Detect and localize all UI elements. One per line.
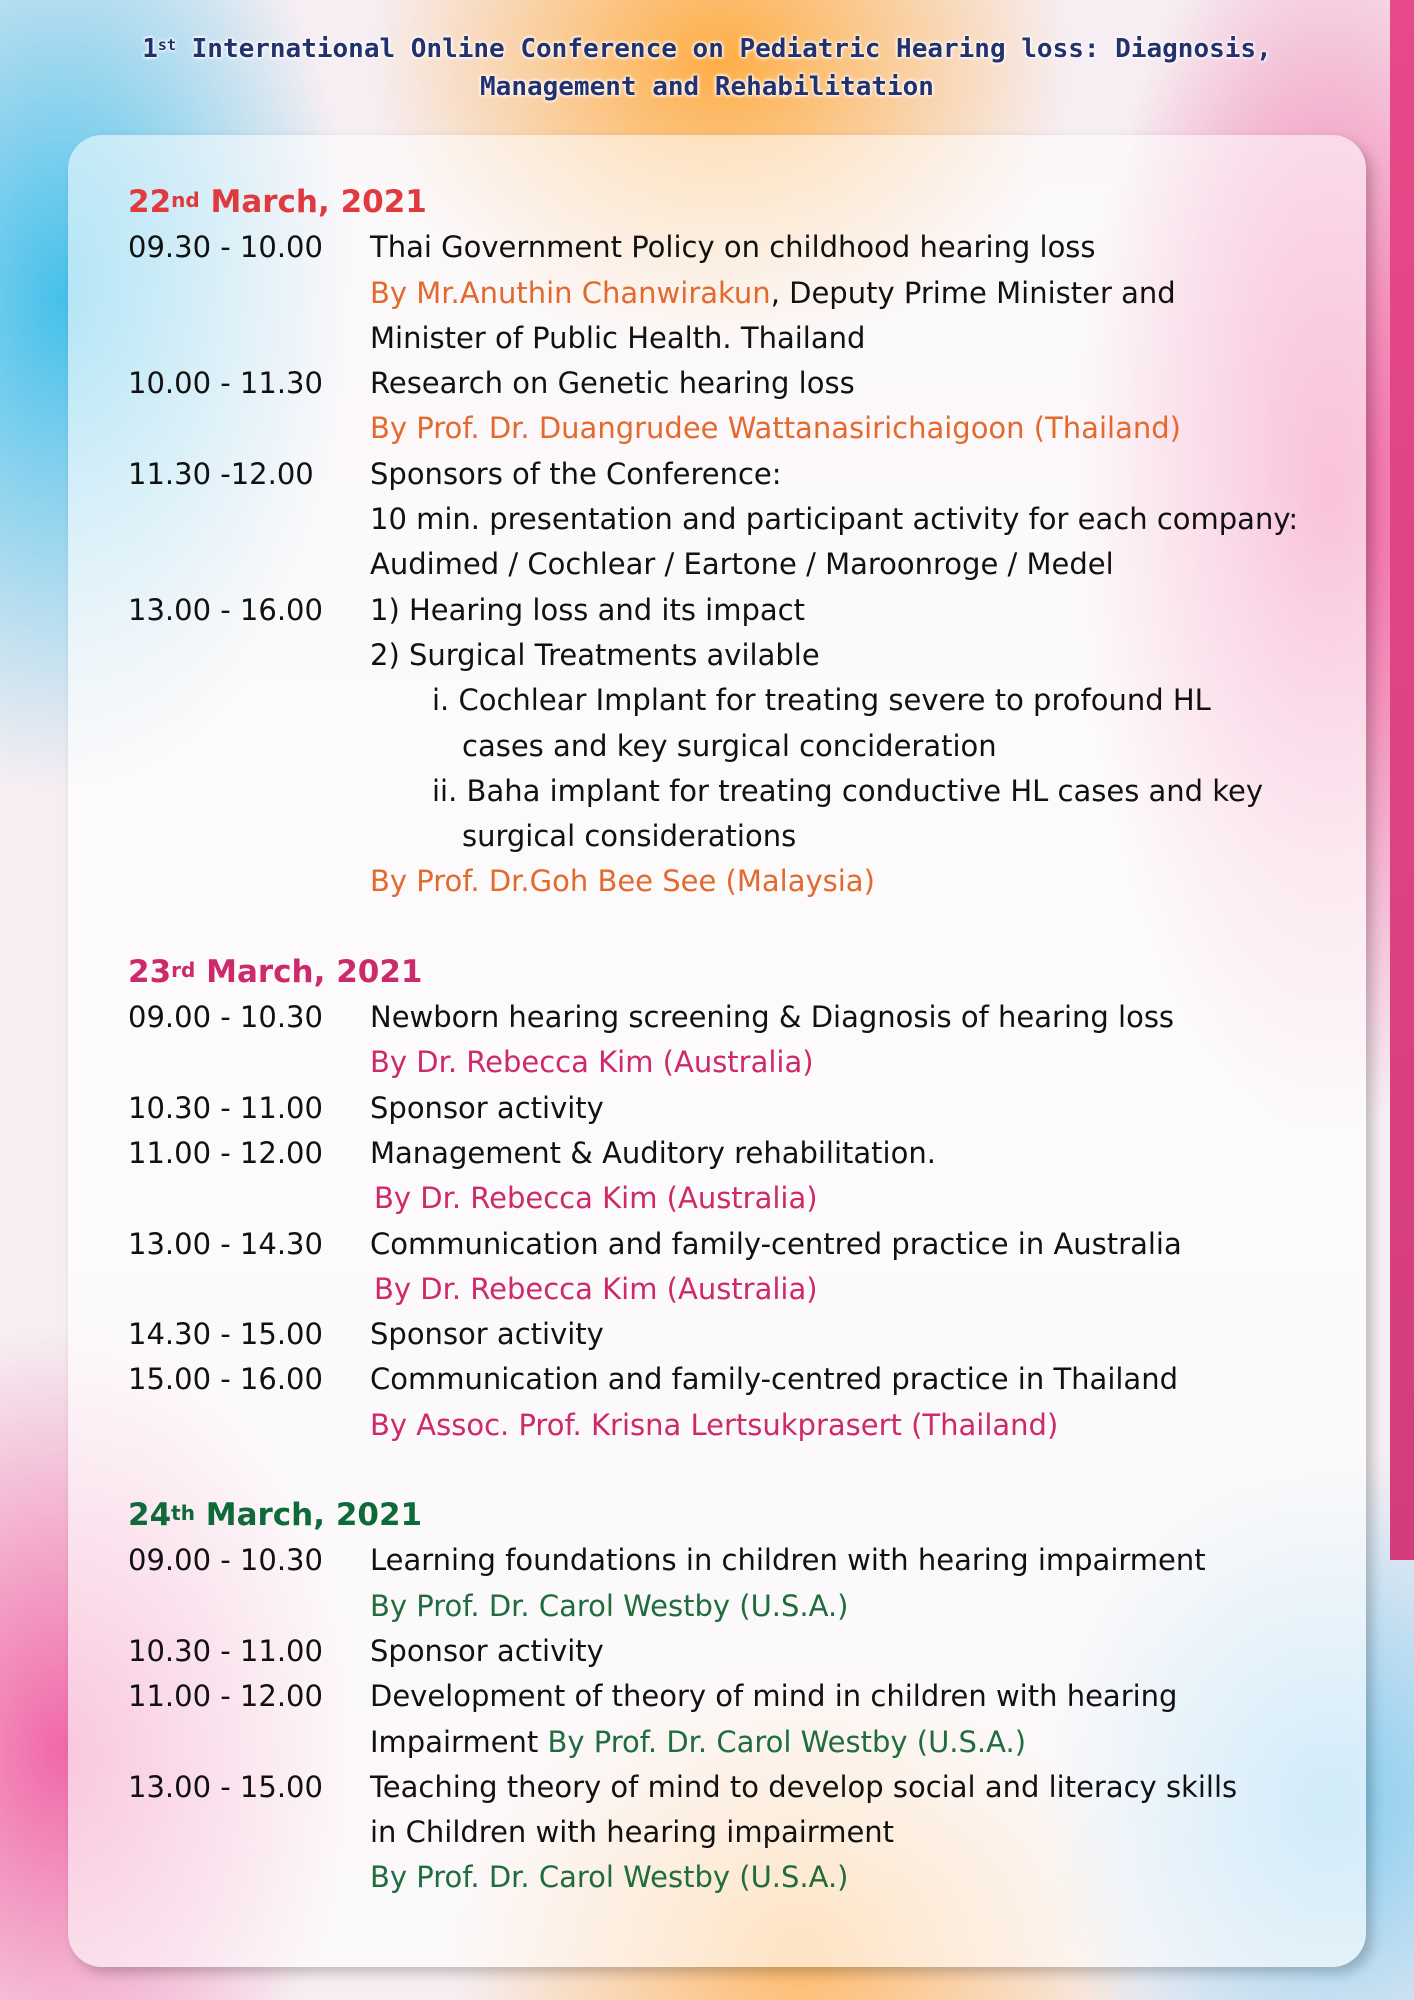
schedule-content — [128, 180, 1328, 1901]
session-title: Management & Auditory rehabilitation. — [370, 1135, 936, 1170]
session-title: Learning foundations in children with hearing impairment — [370, 1543, 1206, 1578]
session-row — [128, 1357, 1328, 1448]
session-speaker: By Dr. Rebecca Kim (Australia) — [370, 1045, 814, 1080]
session-title: Research on Genetic hearing loss — [370, 366, 855, 401]
session-time: 14.30 - 15.00 — [128, 1317, 323, 1352]
session-details — [370, 452, 1328, 588]
session-speaker: By Prof. Dr. Carol Westby (U.S.A.) — [370, 1588, 849, 1623]
session-speaker: By Prof. Dr. Carol Westby (U.S.A.) — [547, 1724, 1027, 1759]
session-title: Sponsor activity — [370, 1090, 604, 1125]
day-heading — [128, 950, 1328, 995]
speaker-role-continued: Minister of Public Health. Thailand — [370, 320, 866, 355]
session-details — [370, 588, 1328, 905]
session-time: 09.00 - 10.30 — [128, 1543, 323, 1578]
session-title-end: Impairment — [370, 1724, 548, 1759]
session-details — [370, 1765, 1328, 1901]
sponsor-list: Audimed / Cochlear / Eartone / Maroonroge / Medel — [370, 547, 1114, 582]
session-row — [128, 1629, 1328, 1674]
session-details — [370, 1131, 1328, 1222]
conference-title-line2: Management and Rehabilitation — [480, 72, 934, 102]
title-ordinal-number: 1 — [142, 34, 158, 64]
day-number: 22 — [128, 184, 172, 220]
session-title-continued — [370, 1720, 1328, 1765]
session-time: 13.00 - 16.00 — [128, 592, 323, 627]
subtopic-item: ii. Baha implant for treating conductive HL cases and key — [432, 773, 1264, 808]
session-time: 13.00 - 14.30 — [128, 1226, 323, 1261]
day-number: 23 — [128, 953, 172, 990]
session-time: 10.30 - 11.00 — [128, 1090, 323, 1125]
decorative-side-strip — [1390, 0, 1414, 1560]
session-details — [370, 1086, 1328, 1131]
session-row — [128, 1086, 1328, 1131]
session-speaker: By Mr.Anuthin Chanwirakun — [370, 275, 771, 310]
session-speaker: By Prof. Dr. Carol Westby (U.S.A.) — [370, 1860, 849, 1895]
session-title-continued: in Children with hearing impairment — [370, 1815, 895, 1850]
session-row — [128, 1131, 1328, 1222]
session-title: Sponsor activity — [370, 1317, 604, 1352]
session-row — [128, 1538, 1328, 1629]
session-time: 09.00 - 10.30 — [128, 1000, 323, 1035]
session-speaker-line — [370, 271, 1328, 316]
session-speaker: By Assoc. Prof. Krisna Lertsukprasert (Thailand) — [370, 1407, 1059, 1442]
session-details — [370, 1629, 1328, 1674]
session-row — [128, 995, 1328, 1086]
subtopic-item: i. Cochlear Implant for treating severe to profound HL — [432, 683, 1211, 718]
session-time: 11.00 - 12.00 — [128, 1135, 323, 1170]
session-title: Sponsors of the Conference: — [370, 456, 782, 491]
session-details — [370, 995, 1328, 1086]
session-time: 09.30 - 10.00 — [128, 230, 323, 265]
session-title: Development of theory of mind in children with hearing — [370, 1679, 1178, 1714]
day-section-22-march — [128, 180, 1328, 905]
session-details — [370, 1674, 1328, 1765]
session-row — [128, 1222, 1328, 1313]
conference-title-line1 — [40, 30, 1374, 68]
session-details — [370, 225, 1328, 361]
day-heading — [128, 1493, 1328, 1538]
session-row — [128, 1674, 1328, 1765]
session-details — [370, 1357, 1328, 1448]
session-time: 13.00 - 15.00 — [128, 1769, 323, 1804]
session-details — [370, 1222, 1328, 1313]
session-title: Sponsor activity — [370, 1633, 604, 1668]
session-row — [128, 361, 1328, 452]
day-ordinal-suffix: rd — [171, 957, 196, 982]
session-time: 11.30 -12.00 — [128, 456, 314, 491]
day-heading — [128, 180, 1328, 225]
session-title: Teaching theory of mind to develop social and literacy skills — [370, 1769, 1238, 1804]
day-number: 24 — [128, 1497, 172, 1534]
session-time: 10.00 - 11.30 — [128, 366, 323, 401]
session-time: 11.00 - 12.00 — [128, 1679, 323, 1714]
session-details — [370, 1312, 1328, 1357]
session-time: 15.00 - 16.00 — [128, 1362, 323, 1397]
speaker-role: , Deputy Prime Minister and — [770, 275, 1176, 310]
session-topic-2: 2) Surgical Treatments avilable — [370, 637, 820, 672]
conference-title — [40, 30, 1374, 106]
session-row — [128, 452, 1328, 588]
session-row — [128, 225, 1328, 361]
day-month-year: March, 2021 — [195, 953, 423, 990]
session-details — [370, 361, 1328, 452]
session-speaker: By Dr. Rebecca Kim (Australia) — [374, 1181, 818, 1216]
session-details — [370, 1538, 1328, 1629]
session-row — [128, 588, 1328, 905]
session-title: Communication and family-centred practice in Australia — [370, 1226, 1182, 1261]
subtopic-item-continued: surgical considerations — [462, 819, 797, 854]
day-ordinal-suffix: th — [171, 1501, 195, 1526]
session-topic-1: 1) Hearing loss and its impact — [370, 592, 805, 627]
session-speaker: By Prof. Dr. Duangrudee Wattanasirichaigoon (Thailand) — [370, 411, 1181, 446]
session-row — [128, 1312, 1328, 1357]
subtopic-item-continued: cases and key surgical concideration — [462, 728, 997, 763]
day-section-24-march — [128, 1493, 1328, 1901]
day-month-year: March, 2021 — [194, 1497, 423, 1534]
session-row — [128, 1765, 1328, 1901]
session-time: 10.30 - 11.00 — [128, 1633, 323, 1668]
day-month-year: March, 2021 — [199, 184, 427, 220]
session-description: 10 min. presentation and participant activity for each company: — [370, 502, 1299, 537]
session-title: Thai Government Policy on childhood hearing loss — [370, 230, 1096, 265]
day-ordinal-suffix: nd — [171, 188, 200, 212]
title-line1-text: International Online Conference on Pediatric Hearing loss: Diagnosis, — [175, 34, 1272, 64]
session-speaker: By Prof. Dr.Goh Bee See (Malaysia) — [370, 864, 875, 899]
title-ordinal-suffix: st — [157, 36, 176, 54]
session-title: Communication and family-centred practice in Thailand — [370, 1362, 1178, 1397]
session-speaker: By Dr. Rebecca Kim (Australia) — [374, 1271, 818, 1306]
session-title: Newborn hearing screening & Diagnosis of hearing loss — [370, 1000, 1175, 1035]
day-section-23-march — [128, 950, 1328, 1448]
